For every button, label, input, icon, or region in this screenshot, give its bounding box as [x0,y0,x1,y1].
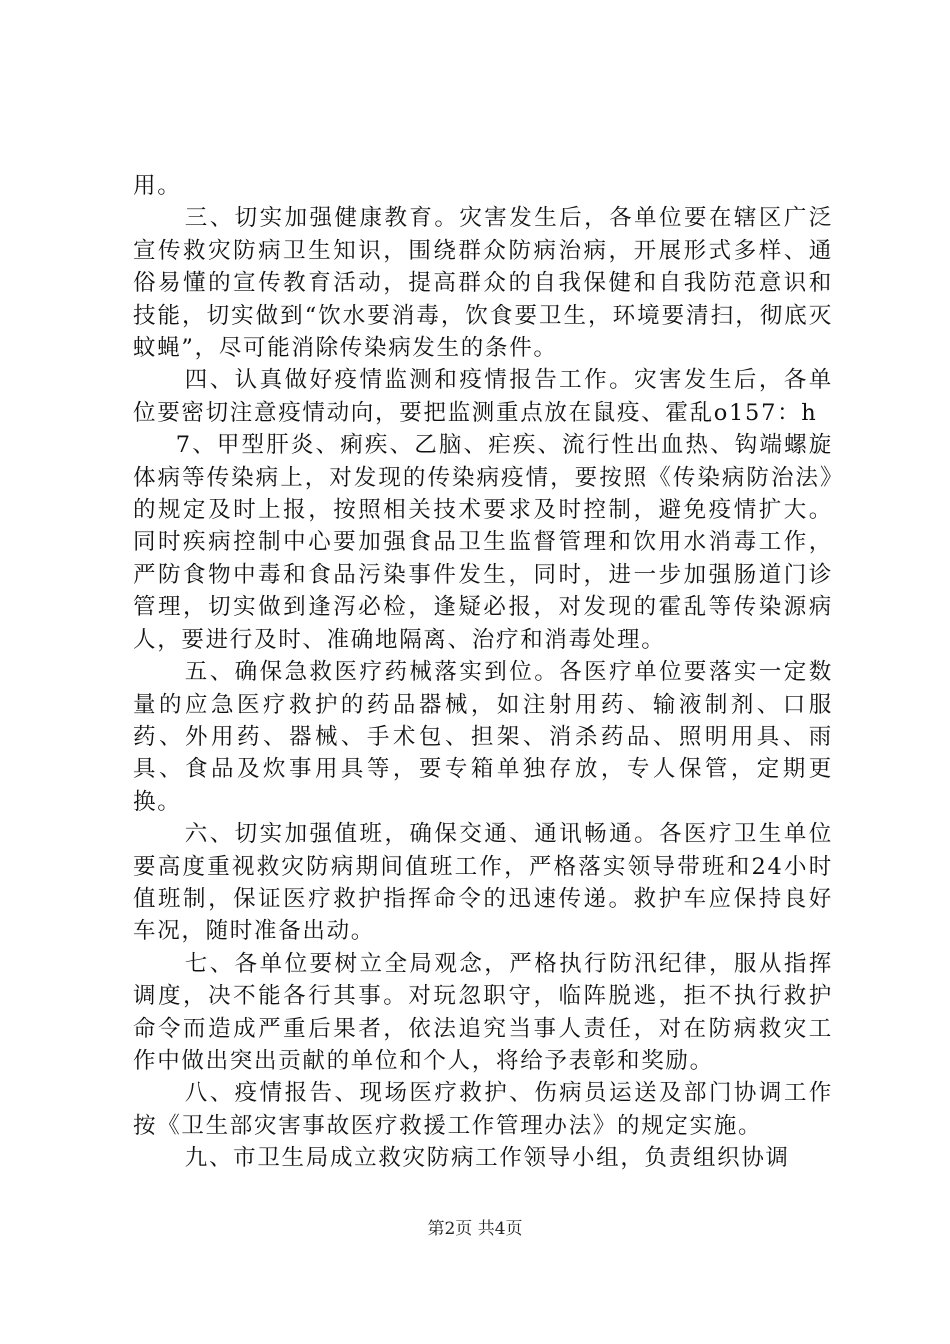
paragraph-leadership-group: 九、市卫生局成立救灾防病工作领导小组，负责组织协调 [184,1145,790,1172]
paragraph-continuation: 用。 [133,173,182,199]
page-number-footer: 第2页 共4页 [427,1219,523,1239]
paragraph-health-education: 三、切实加强健康教育。灾害发生后，各单位要在辖区广泛宣传救灾防病卫生知识，围绕群众防病治病，开展形式多样、通俗易懂的宣传教育活动，提高群众的自我保健和自我防范意识和技能，切实做到“饮水要消毒，饮食要卫生，环境要清扫，彻底灭蚊蝇”，尽可能消除传染病发生的条件。 [133,205,833,362]
paragraph-epidemic-monitoring: 四、认真做好疫情监测和疫情报告工作。灾害发生后，各单位要密切注意疫情动向，要把监测重点放在鼠疫、霍乱o157：h [133,367,833,426]
paragraph-duty-communication: 六、切实加强值班，确保交通、通讯畅通。各医疗卫生单位要高度重视救灾防病期间值班工作，严格落实领导带班和24小时值班制，保证医疗救护指挥命令的迅速传递。救护车应保持良好车况，随时准备出动。 [133,821,833,945]
paragraph-discipline: 七、各单位要树立全局观念，严格执行防汛纪律，服从指挥调度，决不能各行其事。对玩忽职守，临阵脱逃，拒不执行救护命令而造成严重后果者，依法追究当事人责任，对在防病救灾工作中做出突出贡献的单位和个人，将给予表彰和奖励。 [133,950,833,1074]
paragraph-reporting-rules: 八、疫情报告、现场医疗救护、伤病员运送及部门协调工作按《卫生部灾害事故医疗救援工作管理办法》的规定实施。 [133,1080,833,1139]
paragraph-infectious-diseases: 7、甲型肝炎、痢疾、乙脑、疟疾、流行性出血热、钩端螺旋体病等传染病上，对发现的传染病疫情，要按照《传染病防治法》的规定及时上报，按照相关技术要求及时控制，避免疫情扩大。同时疾病控制中心要加强食品卫生监督管理和饮用水消毒工作，严防食物中毒和食品污染事件发生，同时，进一步加强肠道门诊管理，切实做到逢泻必检，逢疑必报，对发现的霍乱等传染源病人，要进行及时、准确地隔离、治疗和消毒处理。 [133,432,833,653]
paragraph-medical-supplies: 五、确保急救医疗药械落实到位。各医疗单位要落实一定数量的应急医疗救护的药品器械，如注射用药、输液制剂、口服药、外用药、器械、手术包、担架、消杀药品、照明用具、雨具、食品及炊事用具等，要专箱单独存放，专人保管，定期更换。 [133,659,833,815]
document-body [133,170,833,1175]
